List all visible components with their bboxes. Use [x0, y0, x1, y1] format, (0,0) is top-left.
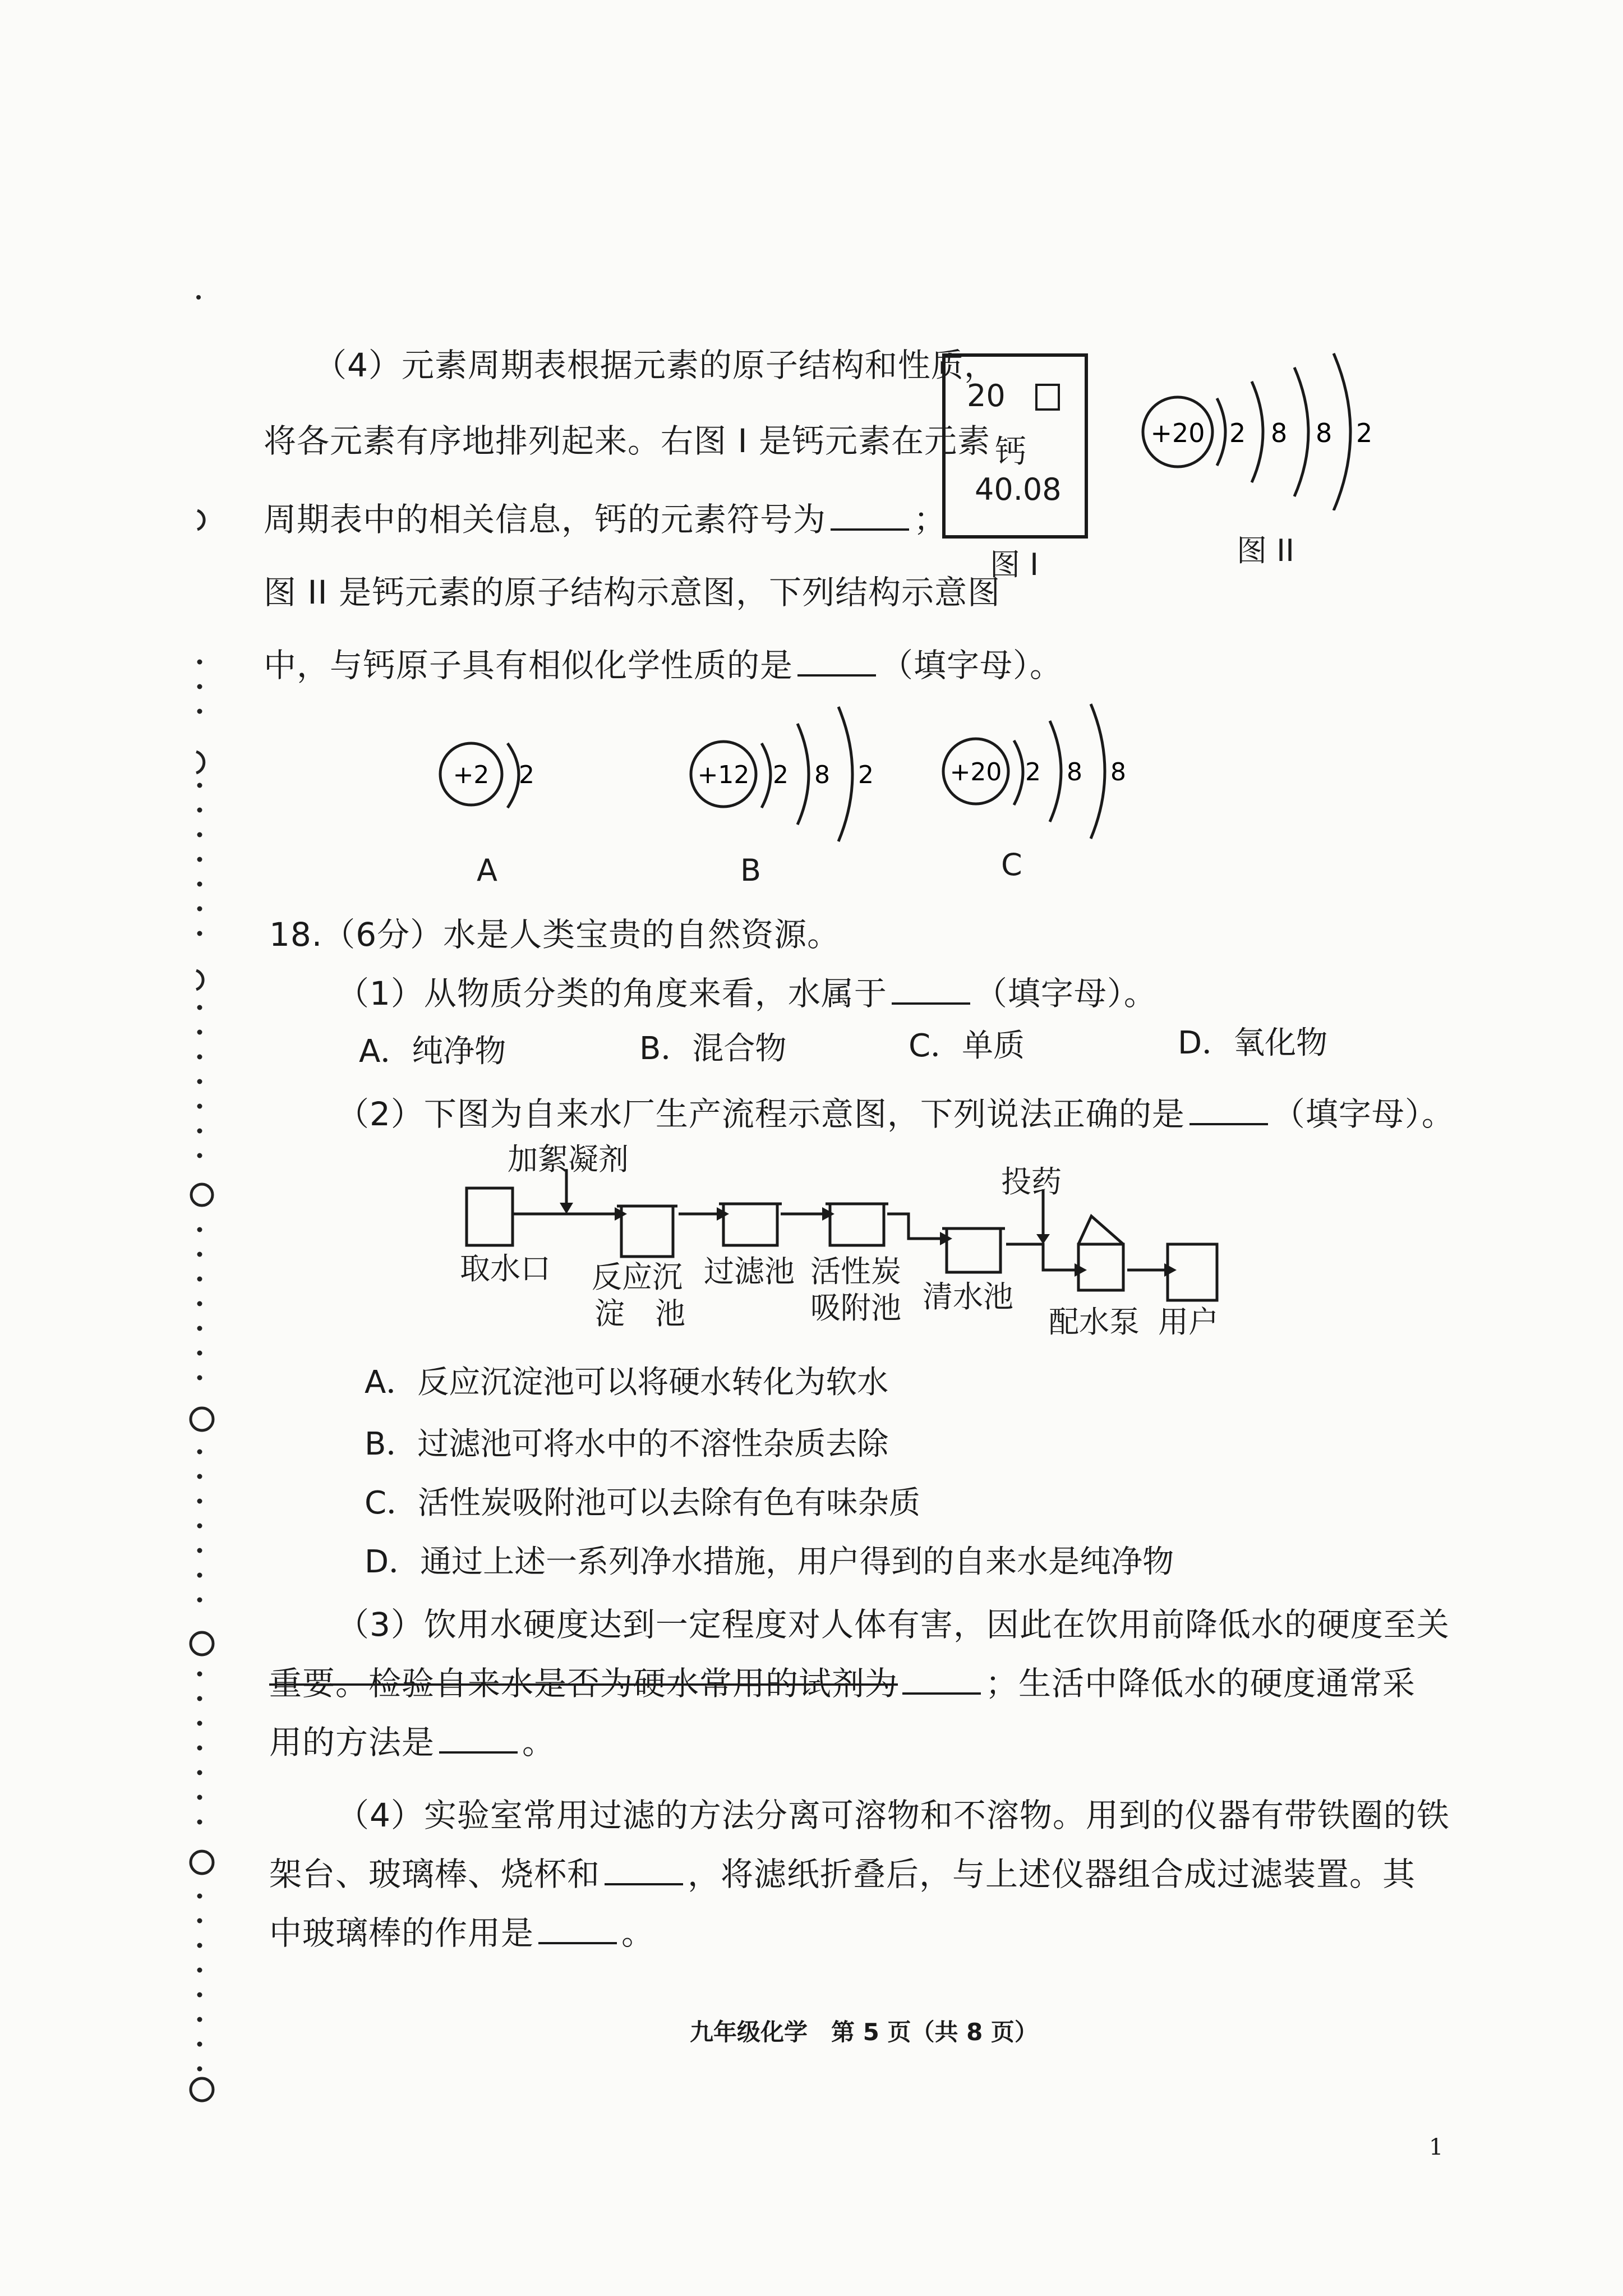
element-name: 钙 [995, 434, 1026, 470]
q18-part1-text: （1）从物质分类的角度来看，水属于 [336, 974, 887, 1013]
option-c-nucleus: +20 [949, 758, 1002, 786]
option-a-shell-1: 2 [519, 761, 534, 789]
option-c-shell-3: 8 [1110, 758, 1126, 786]
option-b-shell-3: 2 [858, 761, 874, 789]
margin-dot [197, 2017, 202, 2022]
margin-dot [197, 1450, 202, 1455]
element-symbol-box [1035, 384, 1060, 411]
flow-label-intake: 取水口 [460, 1251, 551, 1286]
answer-blank-method[interactable] [439, 1722, 518, 1754]
margin-dot [197, 1104, 202, 1109]
calcium-shell-arc-1 [1217, 398, 1225, 466]
margin-dot [197, 1055, 202, 1060]
calcium-shell-2: 8 [1271, 418, 1288, 448]
option-a-nucleus: +2 [453, 761, 490, 789]
q18-1-option-b: B．混合物 [639, 1030, 787, 1067]
q18-part4-line2-text: 架台、玻璃棒、烧杯和 [269, 1855, 601, 1893]
flow-label-user: 用户 [1158, 1304, 1219, 1340]
flow-label-clear: 清水池 [923, 1279, 1013, 1314]
margin-dot [197, 1474, 202, 1479]
q18-1-option-a: A．纯净物 [359, 1033, 506, 1070]
margin-dot [197, 931, 202, 936]
flow-label-carbon-1: 活性炭 [810, 1254, 901, 1289]
option-c-letter: C [1001, 847, 1022, 882]
calcium-shell-arc-2 [1252, 381, 1263, 482]
flow-label-sediment-2: 淀 池 [594, 1296, 685, 1331]
q18-part3-line3 [269, 1722, 555, 1763]
calcium-nucleus-charge: +20 [1150, 418, 1205, 448]
calcium-shell-3: 8 [1316, 418, 1332, 448]
margin-dot [197, 1227, 202, 1232]
margin-dot [197, 2042, 202, 2047]
option-c-atom [920, 687, 1155, 855]
q17-4-line5-end: （填字母）。 [880, 646, 1063, 684]
option-c-shell-1: 2 [1025, 758, 1041, 786]
flow-label-pump: 配水泵 [1049, 1304, 1140, 1340]
option-a-atom [421, 701, 566, 847]
margin-dot [197, 1005, 202, 1010]
binding-hole-8 [191, 2078, 213, 2101]
binding-margin [185, 280, 230, 2132]
q18-part4-line2-end: ，将滤纸折叠后，与上述仪器组合成过滤装置。其 [688, 1855, 1416, 1893]
flow-label-dosing: 投药 [1001, 1164, 1062, 1199]
option-b-nucleus: +12 [697, 761, 750, 789]
q18-part1-end: （填字母）。 [974, 974, 1157, 1013]
q18-part4-line3-end: 。 [621, 1914, 655, 1952]
q18-part4-line2 [269, 1854, 1415, 1894]
q18-part2-text: （2）下图为自来水厂生产流程示意图，下列说法正确的是 [336, 1095, 1185, 1133]
binding-hole-1 [197, 510, 204, 530]
margin-dot [197, 1598, 202, 1603]
q18-part1 [336, 973, 1157, 1014]
binding-hole-6 [191, 1632, 213, 1655]
q18-part4-line1: （4）实验室常用过滤的方法分离可溶物和不溶物。用到的仪器有带铁圈的铁 [336, 1796, 1450, 1834]
margin-dot [197, 660, 202, 665]
q18-part3-line3-end: 。 [522, 1723, 556, 1761]
answer-blank-reagent[interactable] [902, 1663, 981, 1695]
q17-4-line2: 将各元素有序地排列起来。右图 I 是钙元素在元素 [264, 422, 990, 460]
margin-dot [197, 1770, 202, 1775]
margin-dot [197, 832, 202, 838]
margin-dot [197, 882, 202, 887]
margin-dot [197, 1153, 202, 1158]
margin-dot [197, 684, 202, 689]
margin-dot [197, 1746, 202, 1751]
user-box [1168, 1244, 1217, 1300]
option-b-shell-2: 8 [814, 761, 830, 789]
q18-2-option-b: B．过滤池可将水中的不溶性杂质去除 [365, 1426, 889, 1462]
flow-label-filter: 过滤池 [704, 1254, 795, 1289]
margin-dot [197, 1696, 202, 1701]
sediment-tank [621, 1206, 673, 1257]
answer-blank-q18-1[interactable] [892, 973, 970, 1005]
q17-4-line3-end: ； [914, 500, 947, 539]
margin-dot [197, 1918, 202, 1924]
margin-dot [197, 1030, 202, 1035]
q17-4-line3 [264, 499, 947, 540]
margin-dot [197, 1548, 202, 1553]
option-b-letter: B [740, 853, 762, 888]
binding-hole-2 [196, 752, 204, 773]
q17-4-line1: （4）元素周期表根据元素的原子结构和性质， [314, 346, 997, 384]
q17-4-line4: 图 II 是钙元素的原子结构示意图，下列结构示意图 [264, 573, 1001, 611]
margin-dot [197, 1375, 202, 1381]
answer-blank-similar[interactable] [797, 645, 876, 677]
calcium-shell-1: 2 [1229, 418, 1246, 448]
filter-tank [723, 1204, 777, 1245]
clear-tank [947, 1228, 1000, 1272]
q18-part3-line1: （3）饮用水硬度达到一定程度对人体有害，因此在饮用前降低水的硬度至关 [336, 1605, 1450, 1644]
option-b-shell-1: 2 [773, 761, 789, 789]
option-c-shell-2: 8 [1067, 758, 1082, 786]
q18-2-option-a: A．反应沉淀池可以将硬水转化为软水 [365, 1364, 889, 1401]
q18-part3-line2 [269, 1663, 1415, 1704]
binding-hole-5 [191, 1408, 213, 1430]
option-b-atom [667, 690, 903, 858]
option-a-letter: A [477, 853, 497, 888]
answer-blank-q18-2[interactable] [1189, 1094, 1268, 1125]
calcium-shell-arc-3 [1294, 367, 1308, 496]
q18-1-option-d: D．氧化物 [1178, 1025, 1328, 1061]
page-number: 1 [1429, 2134, 1444, 2160]
binding-hole-7 [191, 1851, 213, 1874]
margin-dot [197, 2067, 202, 2072]
margin-dot [197, 1326, 202, 1331]
q18-1-option-c: C．单质 [909, 1028, 1025, 1064]
atomic-number: 20 [967, 378, 1006, 413]
margin-dot [197, 1721, 202, 1726]
margin-dot [197, 1499, 202, 1504]
q18-part4-line3-text: 中玻璃棒的作用是 [269, 1914, 534, 1952]
q17-4-line5 [264, 645, 1063, 685]
margin-dot [197, 808, 202, 813]
margin-dot [197, 1795, 202, 1800]
flow-label-coagulant: 加絮凝剂 [508, 1142, 629, 1177]
answer-blank-symbol[interactable] [831, 499, 909, 531]
flow-label-sediment-1: 反应沉 [592, 1259, 683, 1295]
element-card [942, 353, 1088, 539]
flow-label-carbon-2: 吸附池 [810, 1290, 901, 1326]
margin-dot [197, 1351, 202, 1356]
margin-dot [197, 1894, 202, 1899]
margin-dot [197, 1993, 202, 1998]
q17-4-line3-text: 周期表中的相关信息，钙的元素符号为 [264, 500, 827, 539]
q18-part2 [336, 1094, 1455, 1134]
answer-blank-rod-purpose[interactable] [538, 1913, 617, 1944]
margin-dot [197, 709, 202, 714]
q17-4-line5-text: 中，与钙原子具有相似化学性质的是 [264, 646, 794, 684]
margin-dot [197, 857, 202, 862]
q18-part3-line2-text: 重要。检验自来水是否为硬水常用的试剂为 [269, 1664, 898, 1703]
margin-dot [197, 1277, 202, 1282]
margin-dot [197, 1820, 202, 1825]
calcium-shell-4: 2 [1356, 418, 1373, 448]
carbon-tank [830, 1204, 884, 1245]
calcium-shell-arc-4 [1334, 353, 1350, 510]
margin-dot [197, 1129, 202, 1134]
margin-dot [197, 1524, 202, 1529]
margin-dot [197, 783, 202, 788]
margin-dot [197, 1943, 202, 1948]
fig2-caption: 图 II [1237, 533, 1295, 568]
q18-2-option-d: D．通过上述一系列净水措施，用户得到的自来水是纯净物 [365, 1544, 1174, 1580]
q18-part2-end: （填字母）。 [1272, 1095, 1455, 1133]
q18-part3-line3-text: 用的方法是 [269, 1723, 435, 1761]
margin-dot [197, 1252, 202, 1257]
q18-part3-line2-end: ；生活中降低水的硬度通常采 [985, 1664, 1416, 1703]
binding-hole-3 [196, 970, 203, 990]
pump-box [1078, 1244, 1123, 1290]
binding-hole-4 [191, 1184, 213, 1205]
intake-box [467, 1188, 513, 1245]
margin-dot [197, 907, 202, 912]
pump-top [1078, 1216, 1123, 1244]
binding-margin-marks [185, 280, 230, 2132]
fig1-caption: 图 I [990, 547, 1039, 582]
margin-dot [197, 1573, 202, 1578]
answer-blank-apparatus[interactable] [605, 1854, 683, 1885]
calcium-atom-diagram [1127, 342, 1419, 510]
atomic-mass: 40.08 [975, 472, 1062, 507]
page-footer: 九年级化学 第 5 页（共 8 页） [690, 2018, 1038, 2046]
q18-part4-line3 [269, 1913, 654, 1953]
margin-dot [197, 1079, 202, 1084]
q18-title: 18.（6分）水是人类宝贵的自然资源。 [269, 915, 841, 954]
q18-2-option-c: C．活性炭吸附池可以去除有色有味杂质 [365, 1485, 921, 1521]
margin-dot [197, 1968, 202, 1973]
margin-dot [197, 1301, 202, 1306]
margin-dot [197, 1672, 202, 1677]
